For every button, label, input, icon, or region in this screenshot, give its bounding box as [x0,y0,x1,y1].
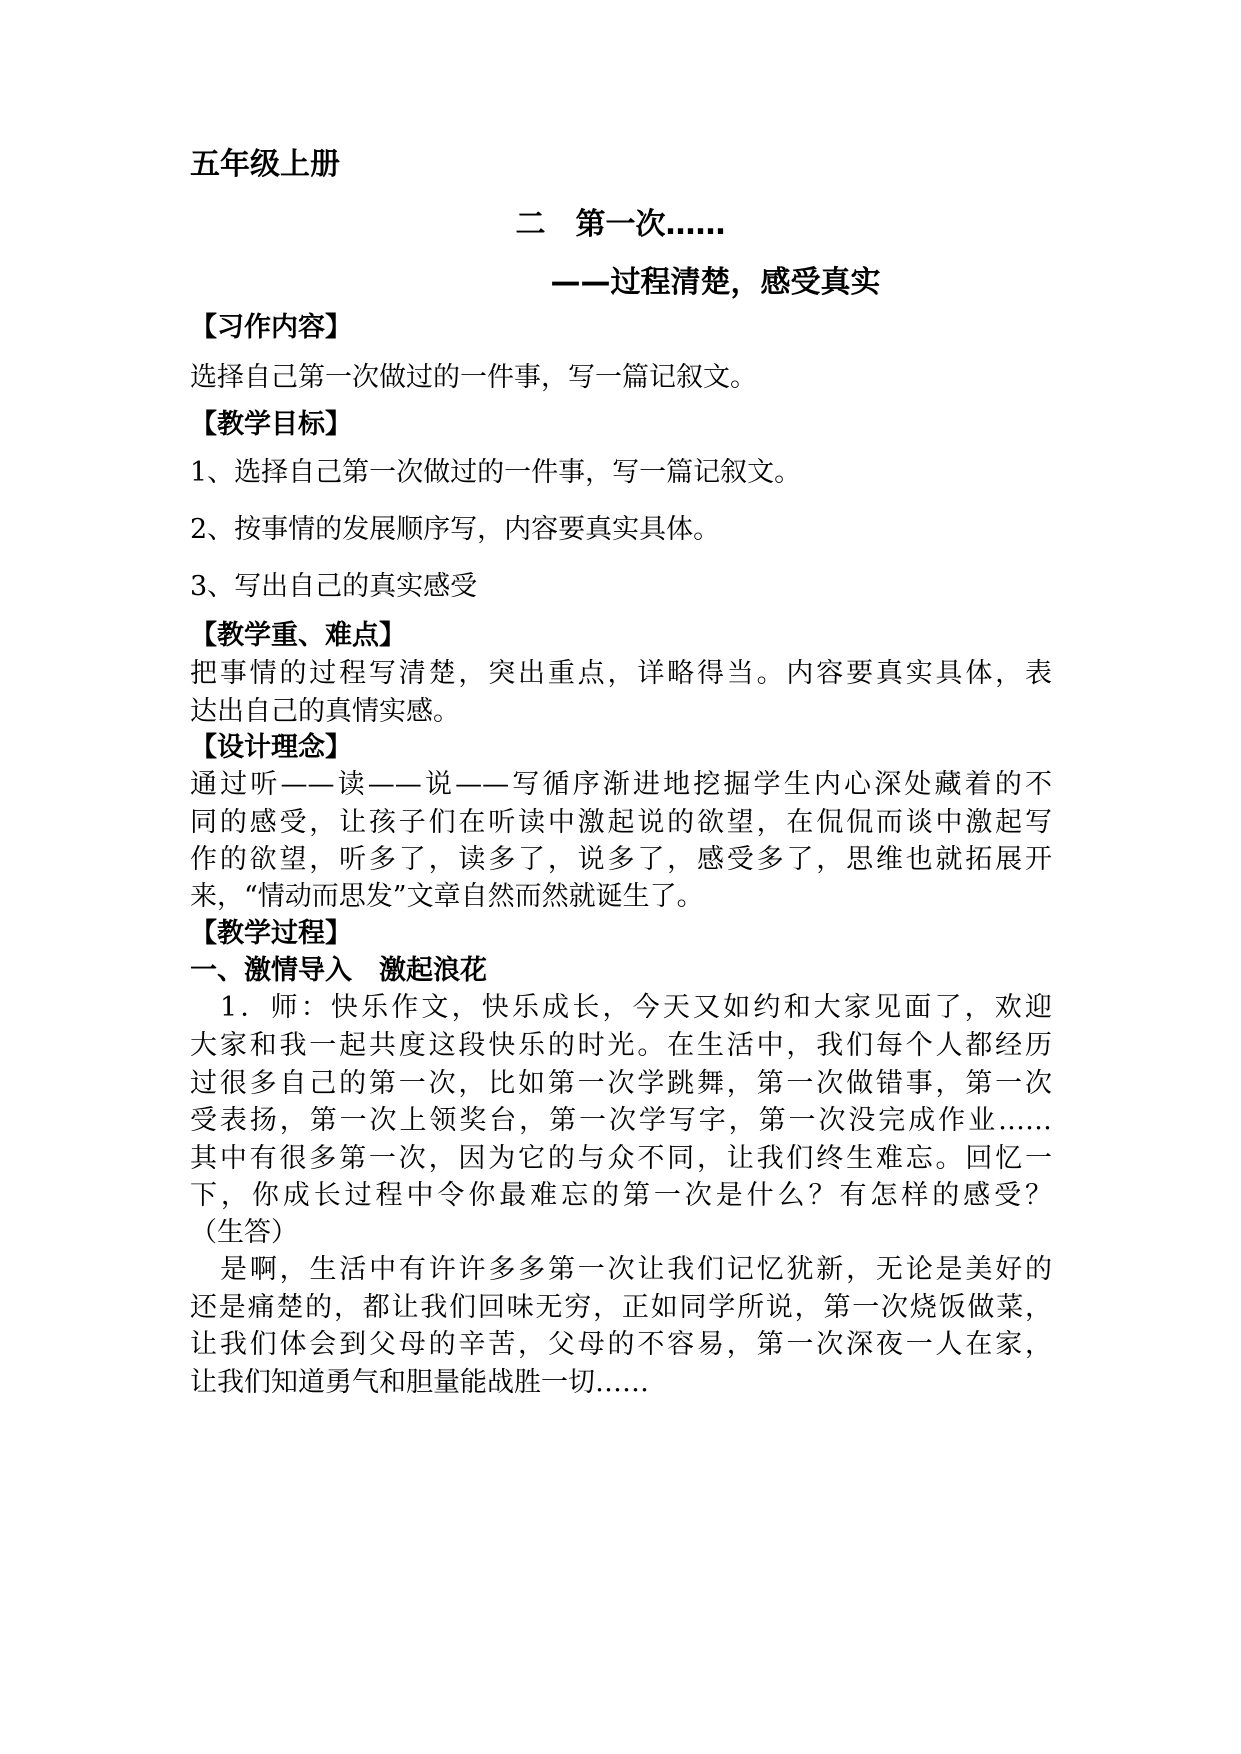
goal-item: 2、按事情的发展顺序写，内容要真实具体。 [190,514,721,545]
para1-line: 1．师：快乐作文，快乐成长，今天又如约和大家见面了，欢迎 [220,992,1052,1023]
step1-heading: 一、激情导入 激起浪花 [190,955,487,986]
para2-line: 还是痛楚的，都让我们回味无穷，正如同学所说，第一次烧饭做菜， [190,1292,1052,1323]
para1-line: 下，你成长过程中令你最难忘的第一次是什么？有怎样的感受？ [190,1180,1052,1211]
content-heading: 【习作内容】 [190,312,352,343]
grade-label: 五年级上册 [190,147,340,182]
para2-line: 让我们知道勇气和胆量能战胜一切…… [190,1367,649,1398]
para1-line: 大家和我一起共度这段快乐的时光。在生活中，我们每个人都经历 [190,1030,1052,1061]
content-text: 选择自己第一次做过的一件事，写一篇记叙文。 [190,362,757,393]
key-line: 把事情的过程写清楚，突出重点，详略得当。内容要真实具体，表 [190,658,1052,689]
process-heading: 【教学过程】 [190,918,352,949]
concept-line: 作的欲望，听多了，读多了，说多了，感受多了，思维也就拓展开 [190,844,1052,875]
para1-line: 过很多自己的第一次，比如第一次学跳舞，第一次做错事，第一次 [190,1068,1052,1099]
key-heading: 【教学重、难点】 [190,620,406,651]
goal-item: 1、选择自己第一次做过的一件事，写一篇记叙文。 [190,457,802,488]
goal-item: 3、写出自己的真实感受 [190,571,478,602]
concept-heading: 【设计理念】 [190,732,352,763]
para1-line: 受表扬，第一次上领奖台，第一次学写字，第一次没完成作业…… [190,1105,1052,1136]
concept-line: 通过听——读——说——写循序渐进地挖掘学生内心深处藏着的不 [190,769,1052,800]
para2-line: 让我们体会到父母的辛苦，父母的不容易，第一次深夜一人在家， [190,1329,1052,1360]
lesson-subtitle: ——过程清楚，感受真实 [550,265,881,300]
para2-line: 是啊，生活中有许许多多第一次让我们记忆犹新，无论是美好的 [220,1254,1052,1285]
goals-heading: 【教学目标】 [190,409,352,440]
para1-line: （生答） [190,1217,298,1248]
para1-line: 其中有很多第一次，因为它的与众不同，让我们终生难忘。回忆一 [190,1143,1052,1174]
key-line: 达出自己的真情实感。 [190,696,460,727]
concept-line: 来，“情动而思发”文章自然而然就诞生了。 [190,881,704,912]
lesson-title: 二 第一次…… [515,207,726,242]
concept-line: 同的感受，让孩子们在听读中激起说的欲望，在侃侃而谈中激起写 [190,807,1052,838]
